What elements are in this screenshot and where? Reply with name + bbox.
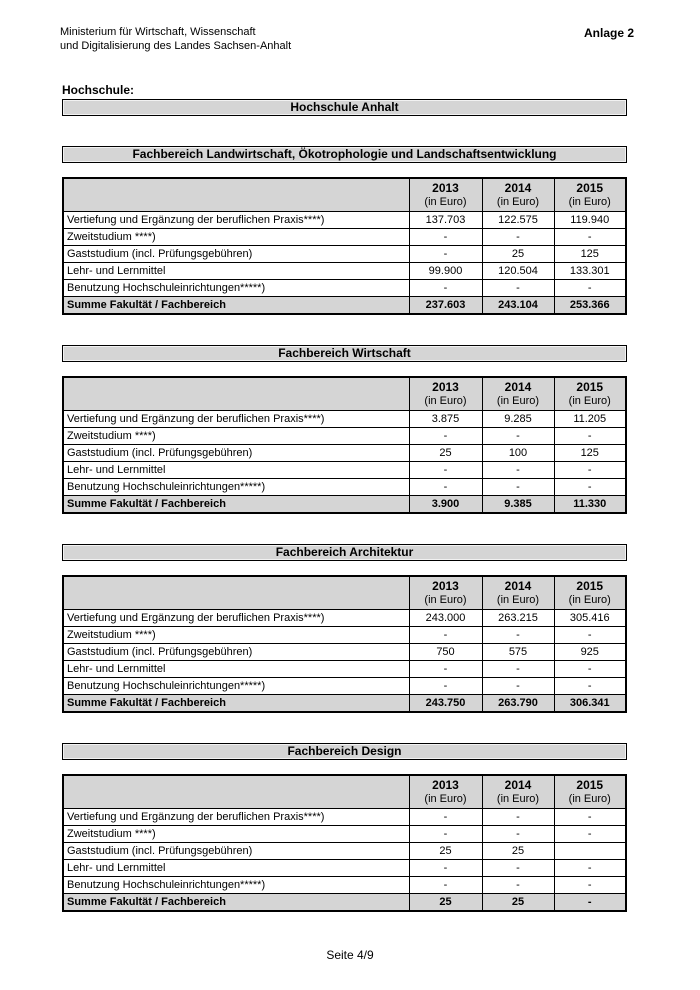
sum-value-cell: 237.603 [409,297,482,315]
row-label-cell: Zweitstudium ****) [63,627,409,644]
year-label: 2015 [576,579,604,593]
sum-value-cell: 25 [482,894,554,912]
row-label-cell: Vertiefung und Ergänzung der beruflichen Praxis****) [63,610,409,627]
year-label: 2013 [432,380,459,394]
value-cell: 125 [554,445,626,462]
sum-value-cell: 25 [409,894,482,912]
ministry-line-2: und Digitalisierung des Landes Sachsen-Anhalt [60,39,292,52]
value-cell: - [554,661,626,678]
value-cell: 750 [409,644,482,661]
year-header-cell [482,576,554,610]
header-empty-cell [63,178,409,212]
value-cell: - [554,678,626,695]
value-cell: - [409,229,482,246]
year-header-cell [482,178,554,212]
sections-container [0,146,700,912]
value-cell: 125 [554,246,626,263]
sum-value-cell: 11.330 [554,496,626,514]
value-cell: - [554,479,626,496]
sum-value-cell: 253.366 [554,297,626,315]
sum-label-cell: Summe Fakultät / Fachbereich [63,297,409,315]
header-empty-cell [63,775,409,809]
header-empty-cell [63,576,409,610]
value-cell: - [482,462,554,479]
year-header-cell [554,775,626,809]
sum-value-cell: 243.104 [482,297,554,315]
unit-label: (in Euro) [568,395,611,407]
sum-label-cell: Summe Fakultät / Fachbereich [63,496,409,514]
value-cell: 575 [482,644,554,661]
year-label: 2013 [432,181,459,195]
table-header-row [63,377,626,411]
table-row [63,809,626,826]
year-label: 2014 [504,778,532,792]
value-cell: - [409,860,482,877]
value-cell: 25 [482,843,554,860]
value-cell: - [409,678,482,695]
unit-label: (in Euro) [424,594,467,606]
unit-label: (in Euro) [424,196,467,208]
year-label: 2015 [576,181,604,195]
value-cell: - [409,661,482,678]
section-title-bar: Fachbereich Wirtschaft [62,345,627,362]
value-cell: 263.215 [482,610,554,627]
value-cell: 137.703 [409,212,482,229]
table-row [63,479,626,496]
row-label-cell: Gaststudium (incl. Prüfungsgebühren) [63,644,409,661]
value-cell: - [554,428,626,445]
sum-row [63,297,626,315]
row-label-cell: Lehr- und Lernmittel [63,661,409,678]
table-row [63,263,626,280]
value-cell: - [482,809,554,826]
value-cell: - [409,462,482,479]
section-title-bar: Fachbereich Landwirtschaft, Ökotrophologie und Landschaftsentwicklung [62,146,627,163]
ministry-name [60,26,291,53]
sum-value-cell: 263.790 [482,695,554,713]
table-row [63,280,626,297]
unit-label: (in Euro) [496,196,540,208]
sum-row [63,894,626,912]
year-header-cell [554,178,626,212]
row-label-cell: Gaststudium (incl. Prüfungsgebühren) [63,445,409,462]
row-label-cell: Lehr- und Lernmittel [63,263,409,280]
table-row [63,445,626,462]
row-label-cell: Lehr- und Lernmittel [63,462,409,479]
page-number: Seite 4/9 [326,948,374,962]
fachbereich-table [62,376,627,514]
unit-label: (in Euro) [568,594,611,606]
value-cell: 3.875 [409,411,482,428]
section-title-bar: Fachbereich Design [62,743,627,760]
year-label: 2015 [576,778,604,792]
row-label-cell: Gaststudium (incl. Prüfungsgebühren) [63,843,409,860]
row-label-cell: Lehr- und Lernmittel [63,860,409,877]
table-header-row [63,576,626,610]
year-label: 2013 [432,778,459,792]
table-row [63,411,626,428]
value-cell: 25 [409,843,482,860]
value-cell: - [409,428,482,445]
sum-value-cell: 306.341 [554,695,626,713]
row-label-cell: Benutzung Hochschuleinrichtungen*****) [63,678,409,695]
value-cell: 122.575 [482,212,554,229]
value-cell: 11.205 [554,411,626,428]
row-label-cell: Benutzung Hochschuleinrichtungen*****) [63,877,409,894]
table-row [63,462,626,479]
year-label: 2014 [504,380,532,394]
year-label: 2013 [432,579,459,593]
ministry-line-1: Ministerium für Wirtschaft, Wissenschaft [60,26,256,38]
sum-value-cell: - [554,894,626,912]
table-row [63,428,626,445]
value-cell: - [482,860,554,877]
year-label: 2014 [504,181,532,195]
value-cell: - [409,479,482,496]
value-cell: - [482,479,554,496]
unit-label: (in Euro) [424,793,467,805]
row-label-cell: Zweitstudium ****) [63,428,409,445]
table-row [63,843,626,860]
value-cell: - [482,661,554,678]
value-cell: - [554,809,626,826]
value-cell: - [482,428,554,445]
table-row [63,229,626,246]
value-cell [554,843,626,860]
year-header-cell [482,377,554,411]
sum-label-cell: Summe Fakultät / Fachbereich [63,695,409,713]
value-cell: 100 [482,445,554,462]
table-row [63,212,626,229]
hochschule-name-bar: Hochschule Anhalt [62,99,627,116]
value-cell: 25 [482,246,554,263]
value-cell: 25 [409,445,482,462]
sum-value-cell: 9.385 [482,496,554,514]
year-header-cell [482,775,554,809]
value-cell: - [482,229,554,246]
value-cell: - [409,627,482,644]
sum-row [63,496,626,514]
year-header-cell [554,576,626,610]
value-cell: - [409,826,482,843]
table-header-row [63,178,626,212]
unit-label: (in Euro) [496,793,540,805]
row-label-cell: Gaststudium (incl. Prüfungsgebühren) [63,246,409,263]
value-cell: - [554,860,626,877]
value-cell: - [554,877,626,894]
table-row [63,627,626,644]
fachbereich-table [62,575,627,713]
row-label-cell: Vertiefung und Ergänzung der beruflichen Praxis****) [63,411,409,428]
unit-label: (in Euro) [496,594,540,606]
value-cell: 99.900 [409,263,482,280]
value-cell: 133.301 [554,263,626,280]
year-label: 2015 [576,380,604,394]
value-cell: - [482,826,554,843]
value-cell: - [554,280,626,297]
year-header-cell [409,178,482,212]
unit-label: (in Euro) [568,196,611,208]
unit-label: (in Euro) [496,395,540,407]
document-header [60,26,634,53]
value-cell: - [409,809,482,826]
value-cell: - [482,627,554,644]
value-cell: - [409,280,482,297]
table-header-row [63,775,626,809]
row-label-cell: Zweitstudium ****) [63,229,409,246]
value-cell: - [554,826,626,843]
fachbereich-table [62,774,627,912]
table-row [63,678,626,695]
table-row [63,860,626,877]
fachbereich-table [62,177,627,315]
sum-value-cell: 3.900 [409,496,482,514]
table-row [63,661,626,678]
sum-value-cell: 243.750 [409,695,482,713]
table-row [63,877,626,894]
year-header-cell [409,775,482,809]
header-empty-cell [63,377,409,411]
hochschule-label: Hochschule: [62,83,135,97]
row-label-cell: Benutzung Hochschuleinrichtungen*****) [63,280,409,297]
sum-label-cell: Summe Fakultät / Fachbereich [63,894,409,912]
value-cell: 9.285 [482,411,554,428]
year-label: 2014 [504,579,532,593]
section-title-bar: Fachbereich Architektur [62,544,627,561]
value-cell: 119.940 [554,212,626,229]
value-cell: - [409,246,482,263]
value-cell: - [482,877,554,894]
value-cell: 243.000 [409,610,482,627]
table-row [63,610,626,627]
value-cell: 305.416 [554,610,626,627]
value-cell: 925 [554,644,626,661]
year-header-cell [554,377,626,411]
value-cell: - [482,280,554,297]
value-cell: - [482,678,554,695]
value-cell: 120.504 [482,263,554,280]
table-row [63,246,626,263]
row-label-cell: Zweitstudium ****) [63,826,409,843]
row-label-cell: Vertiefung und Ergänzung der beruflichen Praxis****) [63,212,409,229]
table-row [63,644,626,661]
year-header-cell [409,576,482,610]
table-row [63,826,626,843]
unit-label: (in Euro) [568,793,611,805]
value-cell: - [554,229,626,246]
unit-label: (in Euro) [424,395,467,407]
value-cell: - [554,462,626,479]
sum-row [63,695,626,713]
value-cell: - [554,627,626,644]
value-cell: - [409,877,482,894]
year-header-cell [409,377,482,411]
annex-label: Anlage 2 [583,26,634,40]
row-label-cell: Benutzung Hochschuleinrichtungen*****) [63,479,409,496]
row-label-cell: Vertiefung und Ergänzung der beruflichen Praxis****) [63,809,409,826]
